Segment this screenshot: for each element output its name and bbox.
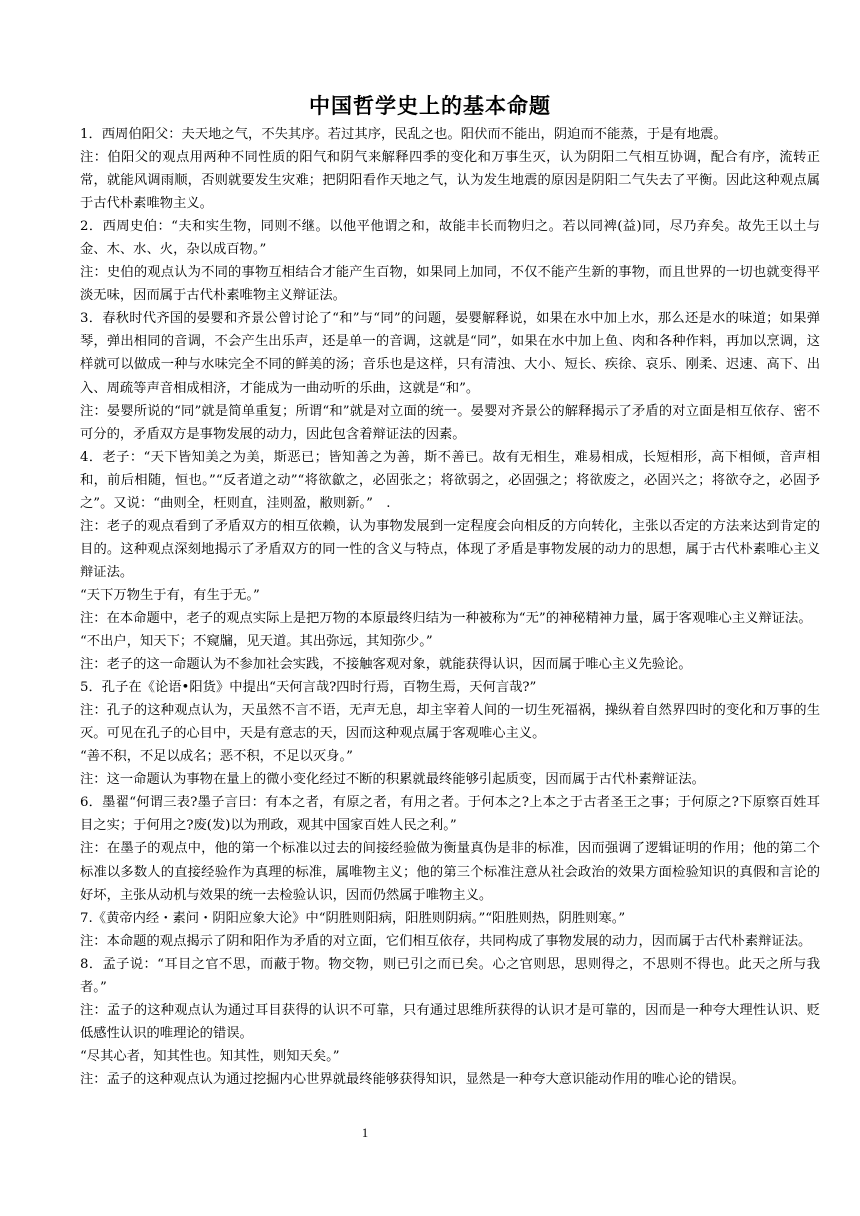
- quote-5b: “善不积，不足以成名；恶不积，不足以灭身。”: [80, 749, 353, 765]
- note-8b: 注：孟子的这种观点认为通过挖掘内心世界就最终能够获得知识，显然是一种夸大意识能动作用的唯心论的错误。: [80, 1071, 745, 1087]
- note-3: 注：晏婴所说的“同”就是简单重复；所谓“和”就是对立面的统一。晏婴对齐景公的解释揭示了矛盾的对立面是相互依存、密不可分的，矛盾双方是事物发展的动力，因此包含着辩证法的因素。: [80, 403, 820, 442]
- note-6: 注：在墨子的观点中，他的第一个标准以过去的间接经验做为衡量真伪是非的标准，因而强调了逻辑证明的作用；他的第二个标准以多数人的直接经验作为真理的标准，属唯物主义；他的第三个标准注意从社会政治的效果方面检验知识的真假和言论的好坏，主张从动机与效果的统一去检验认识，因而仍然属于唯物主义。: [80, 841, 820, 903]
- document-body: [80, 123, 820, 1091]
- quote-4b: “天下万物生于有，有生于无。”: [80, 587, 260, 603]
- note-4c: 注：老子的这一命题认为不参加社会实践，不接触客观对象，就能获得认识，因而属于唯心主义先验论。: [80, 657, 692, 673]
- page-number: 1: [361, 1126, 369, 1140]
- note-4b: 注：在本命题中，老子的观点实际上是把万物的本原最终归结为一种被称为“无”的神秘精神力量，属于客观唯心主义辩证法。: [80, 610, 812, 626]
- quote-8b: “尽其心者，知其性也。知其性，则知天矣。”: [80, 1048, 340, 1064]
- paragraph-5: 5．孔子在《论语•阳货》中提出“天何言哉?四时行焉，百物生焉，天何言哉?”: [80, 680, 537, 696]
- note-4: 注：老子的观点看到了矛盾双方的相互依赖，认为事物发展到一定程度会向相反的方向转化，主张以否定的方法来达到肯定的目的。这种观点深刻地揭示了矛盾双方的同一性的含义与特点，体现了矛盾是事物发展的动力的思想，属于古代朴素唯心主义辩证法。: [80, 518, 820, 580]
- paragraph-6: 6．墨翟“何谓三表?墨子言曰：有本之者，有原之者，有用之者。于何本之?上本之于古者圣王之事；于何原之?下原察百姓耳目之实；于何用之?废(发)以为刑政，观其中国家百姓人民之利。”: [80, 795, 820, 834]
- note-1: 注：伯阳父的观点用两种不同性质的阳气和阴气来解释四季的变化和万事生灭，认为阴阳二气相互协调，配合有序，流转正常，就能风调雨顺，否则就要发生灾难；把阴阳看作天地之气，认为发生地震的原因是阴阳二气失去了平衡。因此这种观点属于古代朴素唯物主义。: [80, 150, 820, 212]
- note-8: 注：孟子的这种观点认为通过耳目获得的认识不可靠，只有通过思维所获得的认识才是可靠的，因而是一种夸大理性认识、贬低感性认识的唯理论的错误。: [80, 1002, 820, 1041]
- note-2: 注：史伯的观点认为不同的事物互相结合才能产生百物，如果同上加同，不仅不能产生新的事物，而且世界的一切也就变得平淡无味，因而属于古代朴素唯物主义辩证法。: [80, 265, 820, 304]
- note-7: 注：本命题的观点揭示了阴和阳作为矛盾的对立面，它们相互依存，共同构成了事物发展的动力，因而属于古代朴素辩证法。: [80, 933, 812, 949]
- paragraph-4: 4．老子：“天下皆知美之为美，斯恶已；皆知善之为善，斯不善已。故有无相生，难易相成，长短相形，高下相倾，音声相和，前后相随，恒也。”“反者道之动”“将欲歙之，必固张之；将欲弱之，必固强之；将欲废之，必固兴之；将欲夺之，必固予之”。又说：“曲则全，枉则直，洼则盈，敝则新。” .: [80, 449, 820, 511]
- paragraph-8: 8．孟子说：“耳目之官不思，而蔽于物。物交物，则已引之而已矣。心之官则思，思则得之，不思则不得也。此天之所与我者。”: [80, 956, 820, 995]
- note-5b: 注：这一命题认为事物在量上的微小变化经过不断的积累就最终能够引起质变，因而属于古代朴素辩证法。: [80, 772, 705, 788]
- note-5: 注：孔子的这种观点认为，天虽然不言不语，无声无息，却主宰着人间的一切生死福祸，操纵着自然界四时的变化和万事的生灭。可见在孔子的心目中，天是有意志的天，因而这种观点属于客观唯心主义。: [80, 703, 820, 742]
- paragraph-3: 3．春秋时代齐国的晏婴和齐景公曾讨论了“和”与“同”的问题，晏婴解释说，如果在水中加上水，那么还是水的味道；如果弹琴，弹出相同的音调，不会产生出乐声，还是单一的音调，这就是“同”，如果在水中加上鱼、肉和各种作料，再加以烹调，这样就可以做成一种与水味完全不同的鲜美的汤；音乐也是这样，只有清浊、大小、短长、疾徐、哀乐、刚柔、迟速、高下、出入、周疏等声音相成相济，才能成为一曲动听的乐曲，这就是“和”。: [80, 311, 820, 396]
- paragraph-7: 7.《黄帝内经・素问・阴阳应象大论》中“阴胜则阳病，阳胜则阴病。”“阳胜则热，阴胜则寒。”: [80, 910, 626, 926]
- paragraph-1: 1．西周伯阳父：夫天地之气，不失其序。若过其序，民乱之也。阳伏而不能出，阴迫而不能蒸，于是有地震。: [80, 127, 727, 142]
- quote-4c: “不出户，知天下；不窥牖，见天道。其出弥远，其知弥少。”: [80, 634, 433, 650]
- document-title: 中国哲学史上的基本命题: [309, 94, 551, 118]
- paragraph-2: 2．西周史伯：“夫和实生物，同则不继。以他平他谓之和，故能丰长而物归之。若以同裨(益)同，尽乃弃矣。故先王以土与金、木、水、火，杂以成百物。”: [80, 219, 820, 258]
